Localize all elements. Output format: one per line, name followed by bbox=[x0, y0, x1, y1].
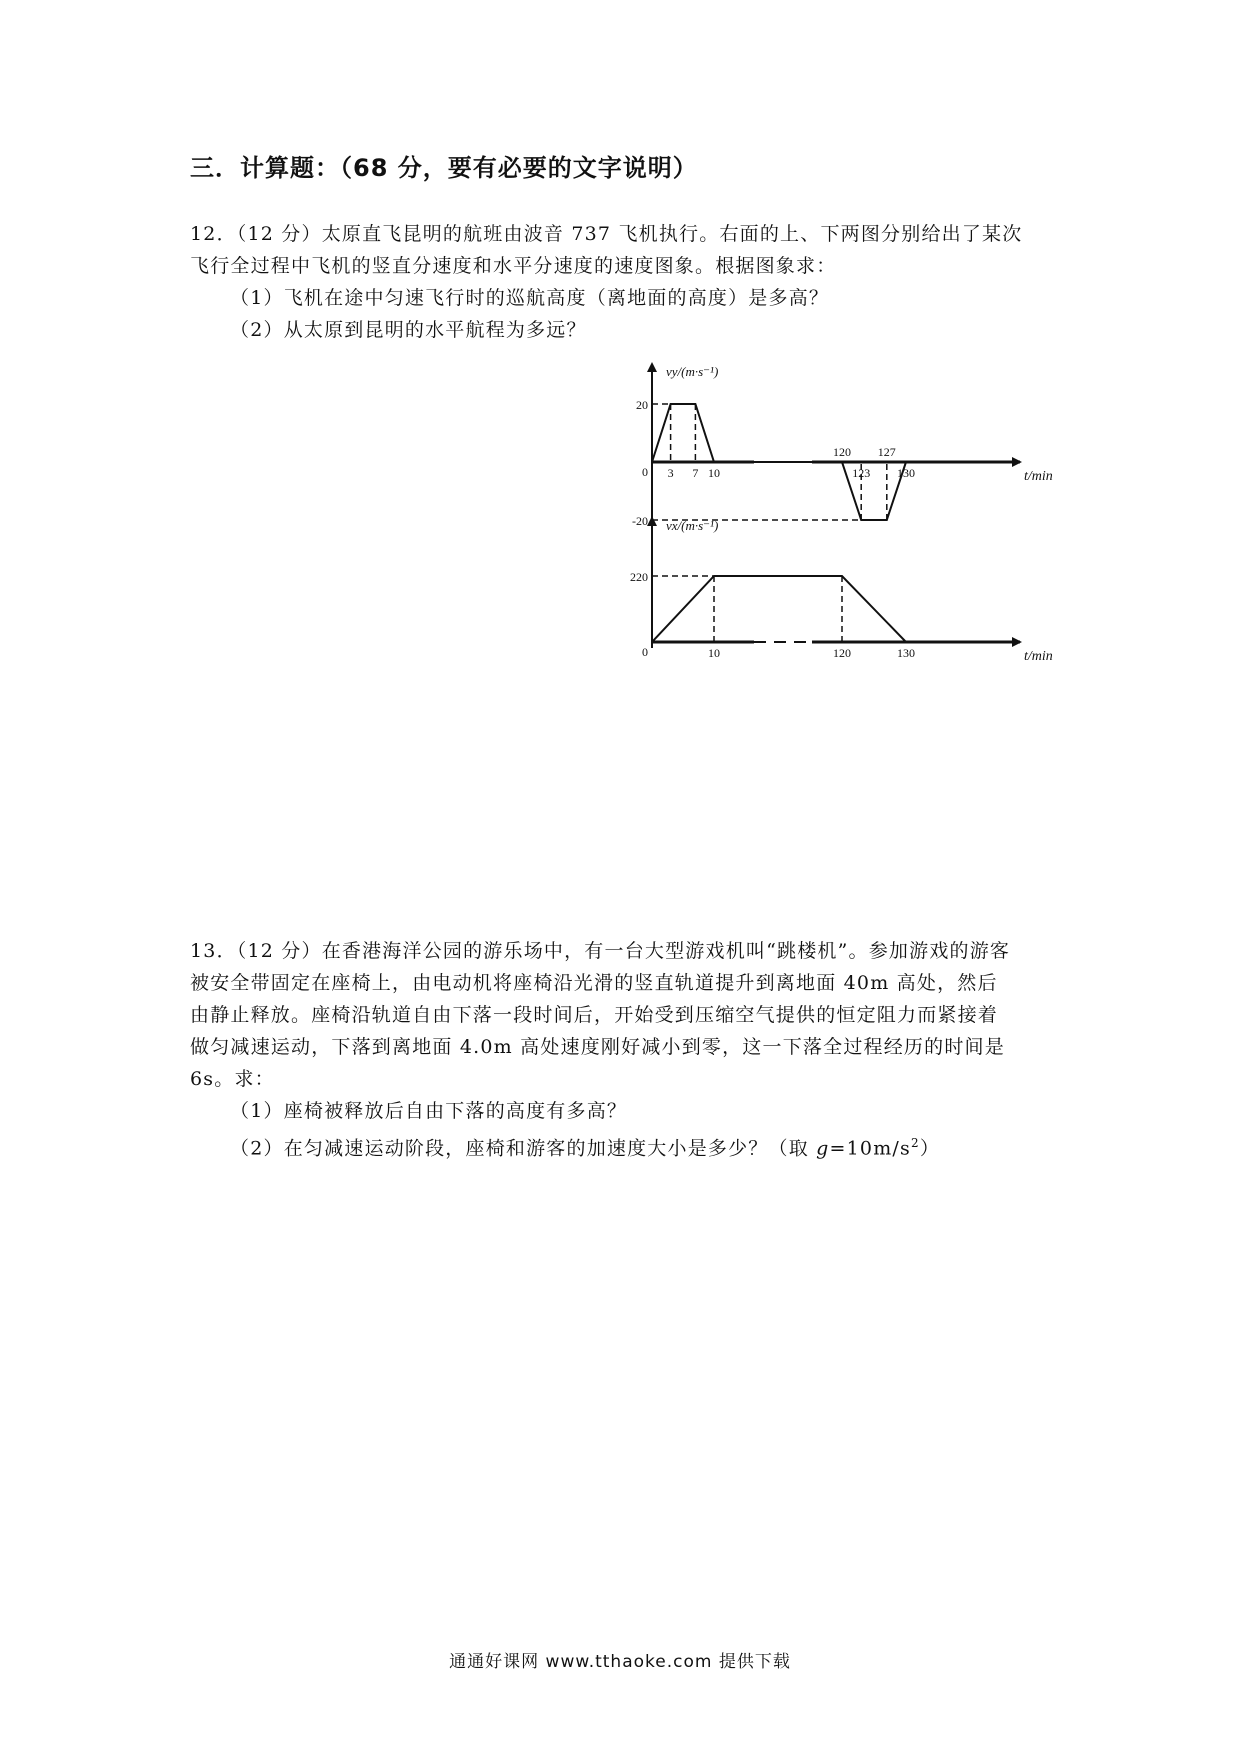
x-tick-label: 3 bbox=[667, 466, 674, 480]
velocity-time-graphs bbox=[590, 360, 1090, 670]
q13-sub-question-1: （1）座椅被释放后自由下落的高度有多高？ bbox=[230, 1100, 628, 1122]
question-12 bbox=[190, 218, 1060, 346]
x-tick-label: 10 bbox=[708, 646, 720, 660]
q13-line: 13．（12 分）在香港海洋公园的游乐场中，有一台大型游戏机叫“跳楼机”。参加游戏的游客 bbox=[190, 940, 1011, 962]
x-tick-label: 10 bbox=[708, 466, 720, 480]
y-axis-label: vx/(m·s⁻¹) bbox=[666, 518, 719, 533]
q13-line: 6s。求： bbox=[190, 1068, 275, 1090]
q12-sub-question-2: （2）从太原到昆明的水平航程为多远？ bbox=[230, 319, 587, 341]
x-axis-label: t/min bbox=[1024, 469, 1053, 484]
q12-line: 12．（12 分）太原直飞昆明的航班由波音 737 飞机执行。右面的上、下两图分别给出了某次 bbox=[190, 223, 1023, 245]
q13-sub2-value: =10m/s bbox=[829, 1137, 911, 1160]
x-tick-label: 127 bbox=[877, 445, 896, 459]
section-title: 三．计算题：（68 分，要有必要的文字说明） bbox=[190, 154, 698, 182]
x-tick-label: 7 bbox=[692, 466, 699, 480]
x-tick-label: 130 bbox=[897, 466, 915, 480]
q13-sub-question-2 bbox=[190, 1127, 1060, 1164]
x-tick-label: 120 bbox=[833, 445, 851, 459]
q13-line: 由静止释放。座椅沿轨道自由下落一段时间后，开始受到压缩空气提供的恒定阻力而紧接着 bbox=[190, 1004, 999, 1026]
y-tick-label: -20 bbox=[632, 514, 648, 528]
vertical-velocity-graph bbox=[632, 364, 1053, 528]
y-axis-label: vy/(m·s⁻¹) bbox=[666, 364, 719, 379]
y-tick-label: 220 bbox=[630, 570, 648, 584]
footer-text: 通通好课网 www.tthaoke.com 提供下载 bbox=[449, 1652, 791, 1672]
question-13 bbox=[190, 935, 1060, 1164]
q13-line: 被安全带固定在座椅上，由电动机将座椅沿光滑的竖直轨道提升到离地面 40m 高处，然后 bbox=[190, 972, 998, 994]
q12-sub-question-1: （1）飞机在途中匀速飞行时的巡航高度（离地面的高度）是多高？ bbox=[230, 287, 830, 309]
y-tick-label: 0 bbox=[642, 645, 648, 659]
q13-sub2-text: （2）在匀减速运动阶段，座椅和游客的加速度大小是多少？（取 bbox=[230, 1137, 817, 1160]
q13-sub2-close: ） bbox=[919, 1137, 941, 1160]
data-line bbox=[652, 576, 906, 642]
q13-sub2-exponent: 2 bbox=[910, 1136, 920, 1150]
gravity-symbol: g bbox=[816, 1137, 830, 1160]
x-tick-label: 123 bbox=[852, 466, 871, 480]
y-tick-label: 0 bbox=[642, 465, 648, 479]
horizontal-velocity-graph bbox=[630, 518, 1053, 664]
x-tick-label: 130 bbox=[897, 646, 915, 660]
q12-line: 飞行全过程中飞机的竖直分速度和水平分速度的速度图象。根据图象求： bbox=[190, 255, 837, 277]
y-tick-label: 20 bbox=[636, 398, 648, 412]
x-axis-label: t/min bbox=[1024, 649, 1053, 664]
x-tick-label: 120 bbox=[833, 646, 851, 660]
q13-line: 做匀减速运动，下落到离地面 4.0m 高处速度刚好减小到零，这一下落全过程经历的时间是 bbox=[190, 1036, 1005, 1058]
